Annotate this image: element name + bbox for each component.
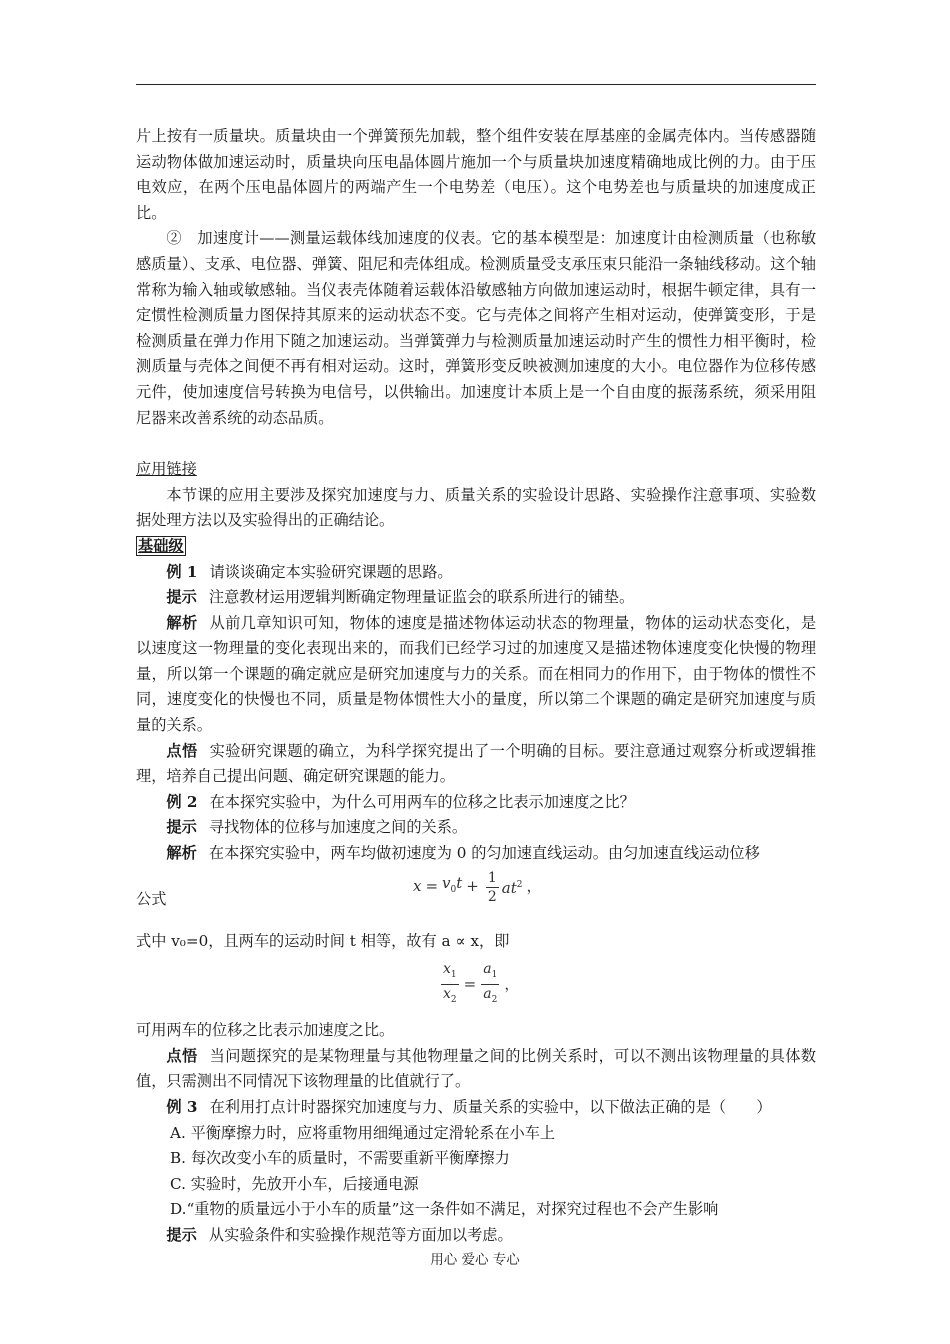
option-a: A. 平衡摩擦力时，应将重物用细绳通过定滑轮系在小车上: [170, 1123, 556, 1142]
paragraph: 片上按有一质量块。质量块由一个弹簧预先加载，整个组件安装在厚基座的金属壳体内。当传感器随运动物体做加速运动时，质量块向压电晶体圆片施加一个与质量块加速度精确地成比例的力。由于压电效应，在两个压电晶体圆片的两端产生一个电势差（电压）。这个电势差也与质量块的加速度成正比。: [136, 127, 816, 222]
example-2-hint: 提示 寻找物体的位移与加速度之间的关系。: [166, 818, 468, 837]
document-body: [136, 124, 816, 1249]
example-2-insight: 点悟 当问题探究的是某物理量与其他物理量之间的比例关系时，可以不测出该物理量的具体数值，只需测出不同情况下该物理量的比值就行了。: [136, 1046, 817, 1091]
example-1-insight: 点悟 实验研究课题的确立，为科学探究提出了一个明确的目标。要注意通过观察分析或逻辑推理，培养自己提出问题、确定研究课题的能力。: [136, 741, 817, 786]
option-d: D.“重物的质量远小于小车的质量”这一条件如不满足，对探究过程也不会产生影响: [170, 1200, 719, 1219]
section-intro: 本节课的应用主要涉及探究加速度与力、质量关系的实验设计思路、实验操作注意事项、实验数据处理方法以及实验得出的正确结论。: [136, 485, 816, 530]
option-c: C. 实验时，先放开小车，后接通电源: [170, 1174, 419, 1193]
page-footer: 用心 爱心 专心: [430, 1252, 520, 1268]
header-rule: [136, 84, 816, 85]
section-title: 应用链接: [136, 460, 197, 479]
example-1-analysis: 解析 从前几章知识可知，物体的速度是描述物体运动状态的物理量，物体的运动状态变化，是以速度这一物理量的变化表现出来的，而我们已经学习过的加速度又是描述物体速度变化快慢的物理量，所以第一个课题的确定就应是研究加速度与力的关系。而在相同力的作用下，由于物体的惯性不同，速度变化的快慢也不同，质量是物体惯性大小的量度，所以第二个课题的确定是研究加速度与质量的关系。: [136, 613, 817, 735]
level-label: 基础级: [138, 536, 184, 555]
paragraph: ② 加速度计——测量运载体线加速度的仪表。它的基本模型是：加速度计由检测质量（也称敏感质量）、支承、电位器、弹簧、阻尼和壳体组成。检测质量受支承压束只能沿一条轴线移动。这个轴常称为输入轴或敏感轴。当仪表壳体随着运载体沿敏感轴方向做加速运动时，根据牛顿定律，具有一定惯性检测质量力图保持其原来的运动状态不变。它与壳体之间将产生相对运动，使弹簧变形，于是检测质量在弹力作用下随之加速运动。当弹簧弹力与检测质量加速运动时产生的惯性力相平衡时，检测质量与壳体之间便不再有相对运动。这时，弹簧形变反映被测加速度的大小。电位器作为位移传感元件，使加速度信号转换为电信号，以供输出。加速度计本质上是一个自由度的振荡系统，须采用阻尼器来改善系统的动态品质。: [136, 229, 816, 427]
example-2: 例 2 在本探究实验中，为什么可用两车的位移之比表示加速度之比？: [166, 792, 635, 811]
example-2-conclusion: 可用两车的位移之比表示加速度之比。: [136, 1021, 395, 1040]
displacement-formula: x = $v_0t$ + $\frac{1}{2}$ $at^2$ ，: [413, 869, 542, 905]
formula-lead: 公式: [136, 889, 167, 908]
example-3: 例 3 在利用打点计时器探究加速度与力、质量关系的实验中，以下做法正确的是（ ）: [166, 1098, 772, 1116]
example-2-analysis: 解析 在本探究实验中，两车均做初速度为 0 的匀加速直线运动。由匀加速直线运动位移: [166, 844, 760, 863]
ratio-formula: $\frac{x_1}{x_2}$ = $\frac{a_1}{a_2}$ ，: [443, 961, 520, 1005]
example-1: 例 1 请谈谈确定本实验研究课题的思路。: [166, 562, 453, 581]
displacement-formula-row: [136, 867, 816, 929]
formula-where: 式中 v₀=0，且两车的运动时间 t 相等，故有 a ∝ x，即: [136, 931, 510, 950]
option-b: B. 每次改变小车的质量时，不需要重新平衡摩擦力: [170, 1149, 510, 1168]
example-3-hint: 提示 从实验条件和实验操作规范等方面加以考虑。: [166, 1225, 513, 1244]
example-1-hint: 提示 注意教材运用逻辑判断确定物理量证监会的联系所进行的铺垫。: [166, 588, 635, 607]
